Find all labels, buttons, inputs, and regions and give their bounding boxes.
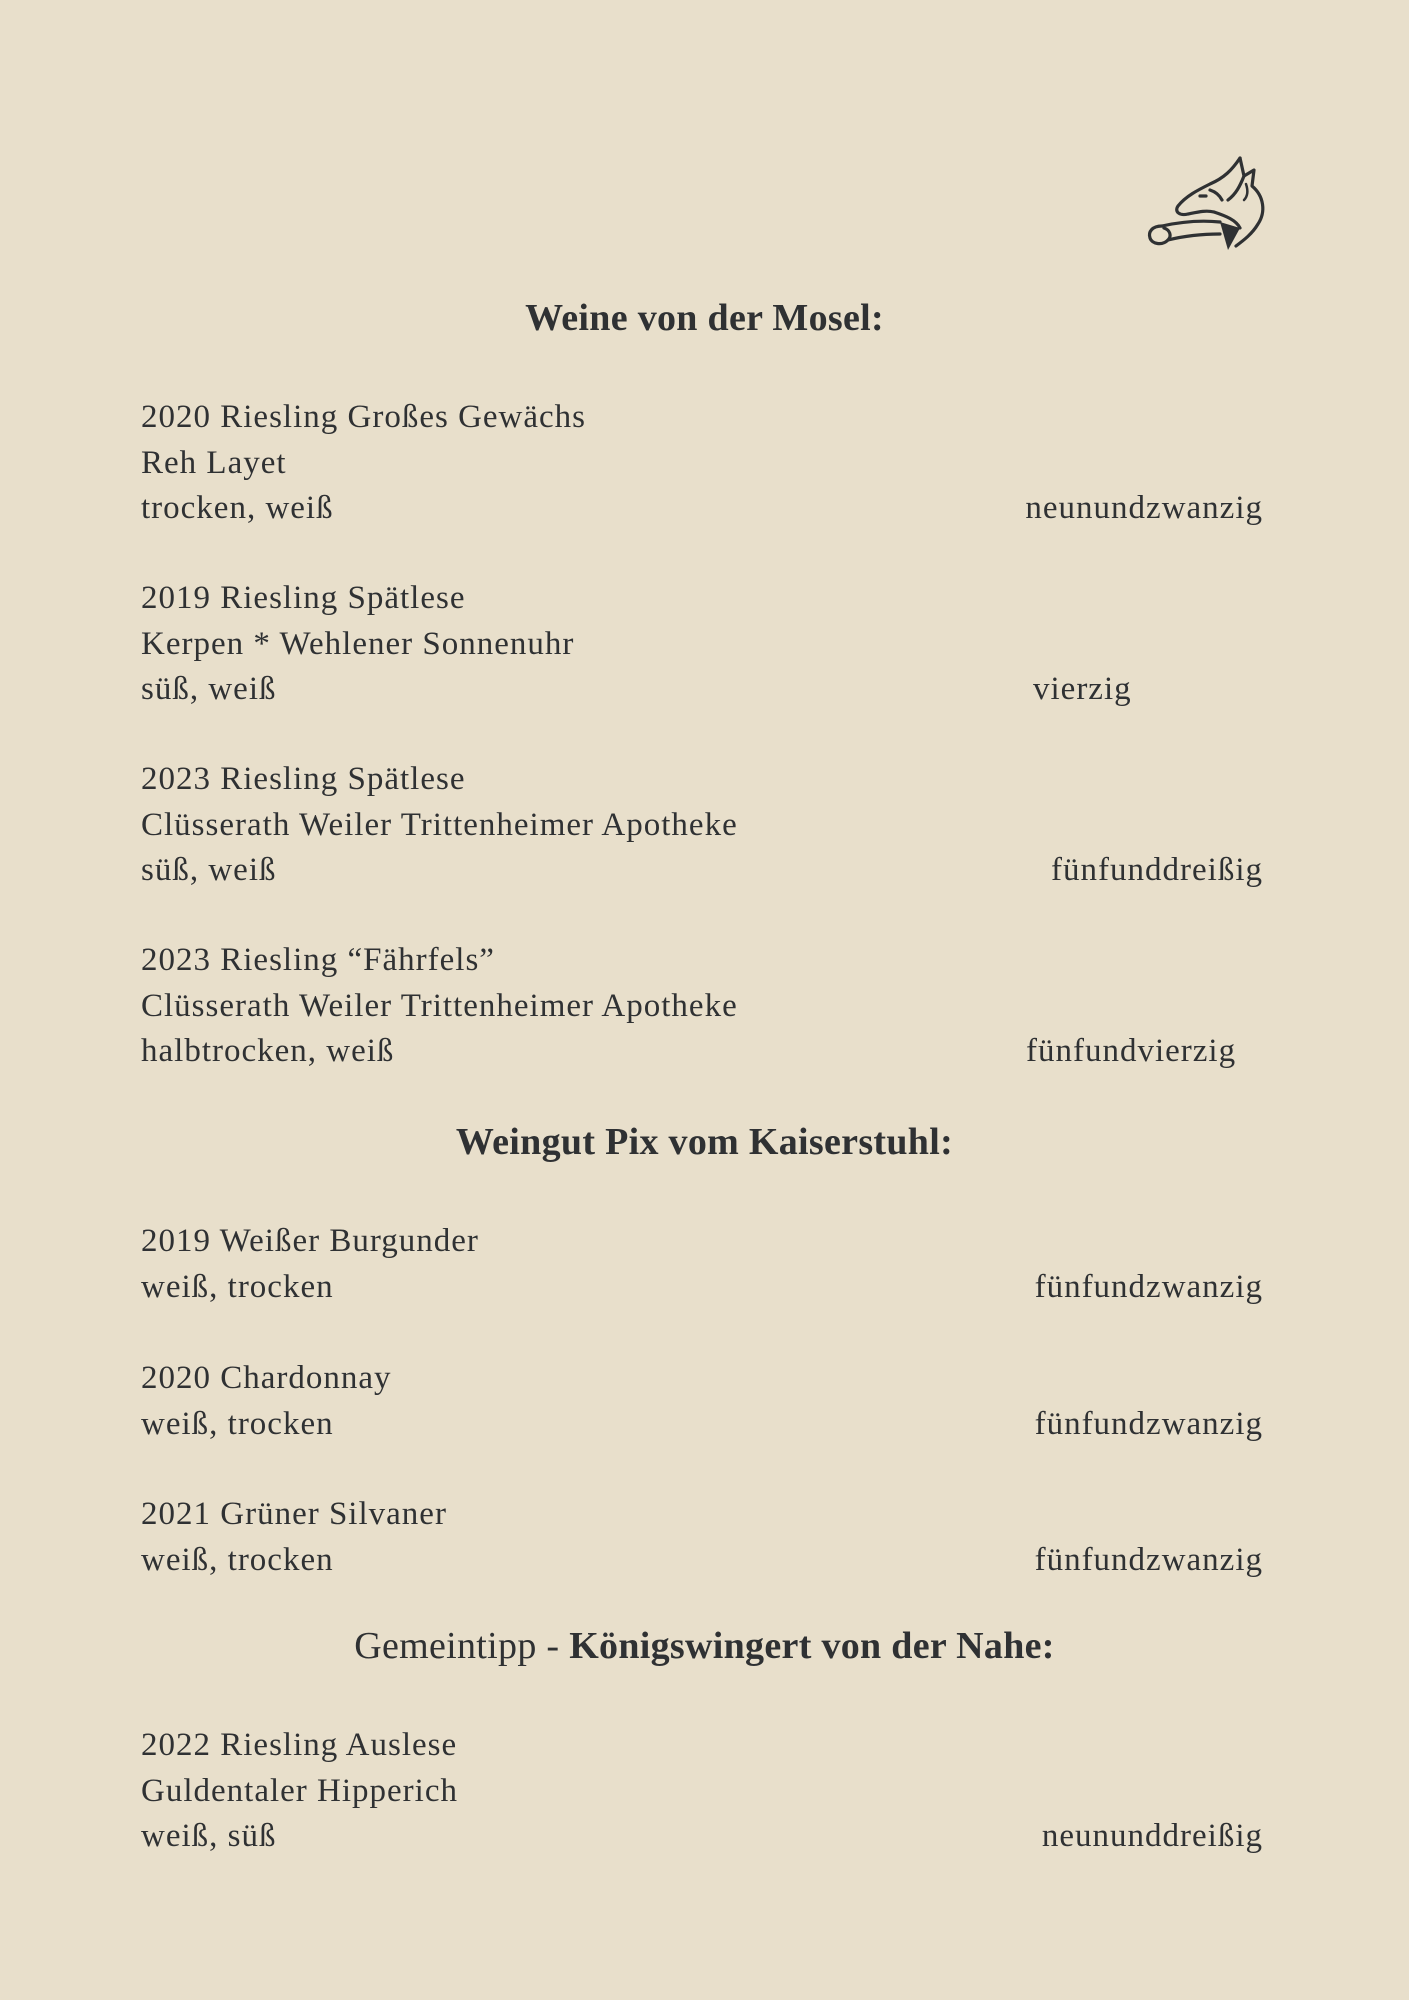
section-title-kaiserstuhl: Weingut Pix vom Kaiserstuhl:: [455, 1121, 954, 1163]
wine-name: 2022 Riesling Auslese: [141, 1727, 458, 1763]
wine-producer: Reh Layet: [141, 445, 287, 481]
wine-producer: Guldentaler Hipperich: [141, 1773, 458, 1809]
section-title-main: Königswingert von der Nahe:: [569, 1625, 1055, 1667]
wine-price: neunundzwanzig: [1025, 490, 1263, 526]
wine-name: 2019 Riesling Spätlese: [141, 580, 466, 616]
wine-producer: Clüsserath Weiler Trittenheimer Apotheke: [141, 988, 738, 1024]
wine-price: neununddreißig: [1041, 1818, 1263, 1854]
wine-name: 2021 Grüner Silvaner: [141, 1496, 447, 1532]
wine-style: weiß, süß: [141, 1818, 277, 1854]
wine-price: vierzig: [1033, 671, 1132, 707]
wine-style: weiß, trocken: [141, 1542, 334, 1578]
wine-style: süß, weiß: [141, 852, 277, 888]
wine-name: 2020 Chardonnay: [141, 1360, 392, 1396]
wine-price: fünfundzwanzig: [1034, 1542, 1263, 1578]
wine-name: 2020 Riesling Großes Gewächs: [141, 399, 587, 435]
wine-name: 2023 Riesling Spätlese: [141, 761, 466, 797]
section-title-prefix: Gemeintipp -: [354, 1625, 570, 1667]
section-title-nahe: [0, 1624, 1409, 1668]
wine-price: fünfundvierzig: [1026, 1033, 1237, 1069]
fox-head-with-horn-icon: [1140, 150, 1275, 260]
wine-producer: Clüsserath Weiler Trittenheimer Apotheke: [141, 807, 738, 843]
wine-price: fünfundzwanzig: [1034, 1269, 1263, 1305]
wine-style: trocken, weiß: [141, 490, 334, 526]
wine-style: weiß, trocken: [141, 1269, 334, 1305]
section-title-mosel: Weine von der Mosel:: [525, 297, 884, 339]
wine-style: halbtrocken, weiß: [141, 1033, 395, 1069]
wine-name: 2019 Weißer Burgunder: [141, 1223, 479, 1259]
wine-producer: Kerpen * Wehlener Sonnenuhr: [141, 626, 575, 662]
wine-price: fünfunddreißig: [1051, 852, 1263, 888]
wine-name: 2023 Riesling “Fährfels”: [141, 942, 495, 978]
wine-style: süß, weiß: [141, 671, 277, 707]
wine-price: fünfundzwanzig: [1034, 1406, 1263, 1442]
wine-style: weiß, trocken: [141, 1406, 334, 1442]
